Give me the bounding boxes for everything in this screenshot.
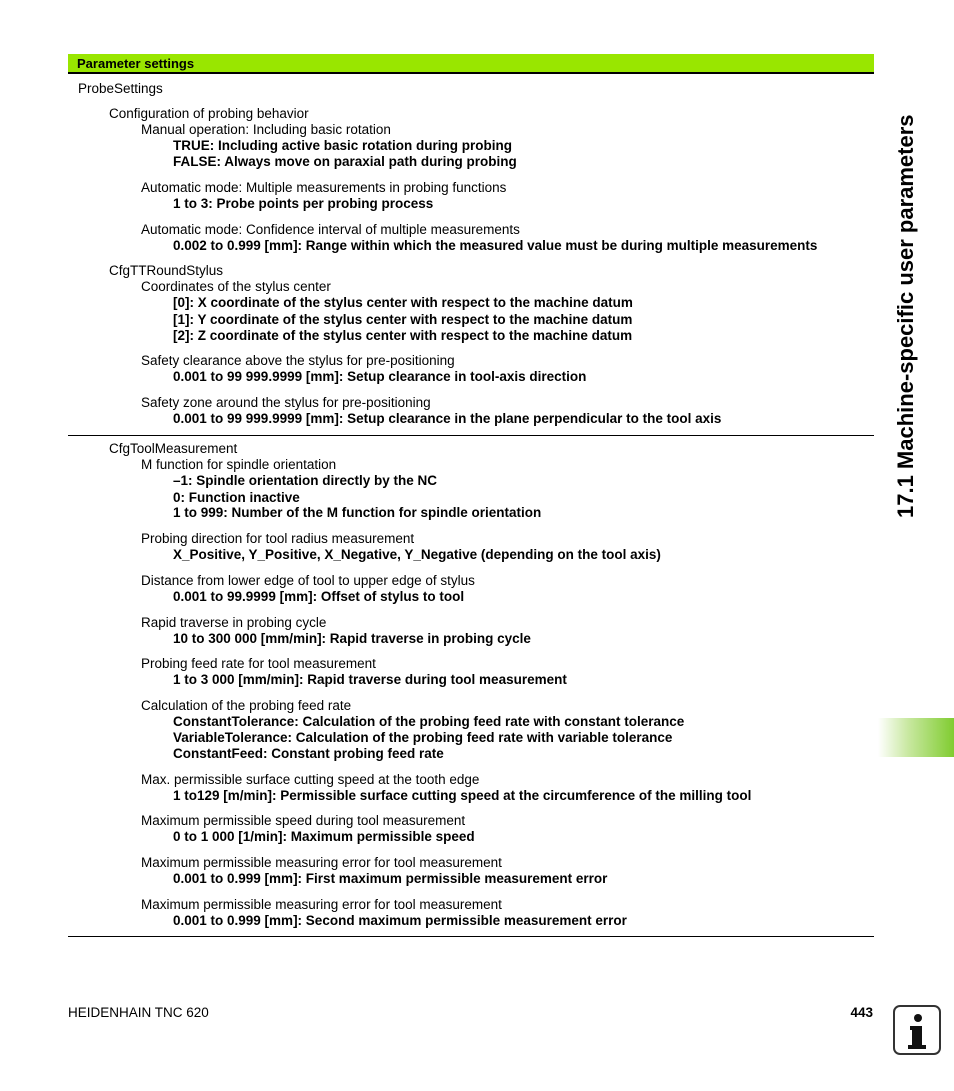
- divider: [68, 435, 874, 436]
- param-value: 1 to 999: Number of the M function for spindle orientation: [173, 505, 542, 520]
- param-label: Automatic mode: Multiple measurements in probing functions: [141, 180, 507, 195]
- info-icon: [893, 1005, 941, 1055]
- table-header: [68, 54, 874, 74]
- chapter-title: 17.1 Machine-specific user parameters: [893, 114, 918, 518]
- param-label: Automatic mode: Confidence interval of multiple measurements: [141, 222, 520, 237]
- section-probe-settings: ProbeSettings: [78, 81, 163, 96]
- param-value: FALSE: Always move on paraxial path during probing: [173, 154, 517, 169]
- param-label: Coordinates of the stylus center: [141, 279, 331, 294]
- param-value: ConstantFeed: Constant probing feed rate: [173, 746, 444, 761]
- param-value: 0.002 to 0.999 [mm]: Range within which the measured value must be during multiple measurements: [173, 238, 818, 253]
- header-title: Parameter settings: [77, 56, 195, 71]
- param-label: Calculation of the probing feed rate: [141, 698, 352, 713]
- param-value: 1 to129 [m/min]: Permissible surface cutting speed at the circumference of the milling tool: [173, 788, 752, 803]
- chapter-tab: [878, 718, 954, 757]
- param-label: Probing feed rate for tool measurement: [141, 656, 376, 671]
- param-value: VariableTolerance: Calculation of the probing feed rate with variable tolerance: [173, 730, 673, 745]
- param-value: 0.001 to 0.999 [mm]: Second maximum permissible measurement error: [173, 913, 627, 928]
- param-value: [2]: Z coordinate of the stylus center with respect to the machine datum: [173, 328, 633, 343]
- section-round-stylus: CfgTTRoundStylus: [109, 263, 224, 278]
- param-label: Maximum permissible measuring error for tool measurement: [141, 855, 502, 870]
- divider: [68, 936, 874, 937]
- param-value: TRUE: Including active basic rotation during probing: [173, 138, 513, 153]
- param-label: Maximum permissible measuring error for tool measurement: [141, 897, 502, 912]
- param-label: Maximum permissible speed during tool measurement: [141, 813, 466, 828]
- param-value: 1 to 3 000 [mm/min]: Rapid traverse during tool measurement: [173, 672, 567, 687]
- param-label: M function for spindle orientation: [141, 457, 337, 472]
- footer-product: HEIDENHAIN TNC 620: [68, 1005, 209, 1020]
- param-value: [0]: X coordinate of the stylus center with respect to the machine datum: [173, 295, 633, 310]
- param-label: Max. permissible surface cutting speed at the tooth edge: [141, 772, 480, 787]
- param-value: ConstantTolerance: Calculation of the probing feed rate with constant tolerance: [173, 714, 685, 729]
- param-label: Manual operation: Including basic rotation: [141, 122, 391, 137]
- param-label: Safety zone around the stylus for pre-positioning: [141, 395, 431, 410]
- param-value: 0.001 to 99 999.9999 [mm]: Setup clearance in the plane perpendicular to the tool axis: [173, 411, 722, 426]
- param-label: Probing direction for tool radius measurement: [141, 531, 415, 546]
- page-number: 443: [850, 1005, 873, 1020]
- param-value: 0 to 1 000 [1/min]: Maximum permissible speed: [173, 829, 475, 844]
- param-value: 0.001 to 99.9999 [mm]: Offset of stylus to tool: [173, 589, 465, 604]
- param-value: 0.001 to 99 999.9999 [mm]: Setup clearance in tool-axis direction: [173, 369, 587, 384]
- param-value: [1]: Y coordinate of the stylus center with respect to the machine datum: [173, 312, 633, 327]
- section-tool-measurement: CfgToolMeasurement: [109, 441, 238, 456]
- param-label: Safety clearance above the stylus for pre-positioning: [141, 353, 455, 368]
- param-label: Rapid traverse in probing cycle: [141, 615, 327, 630]
- param-value: 1 to 3: Probe points per probing process: [173, 196, 434, 211]
- param-group: Configuration of probing behavior: [109, 106, 309, 121]
- param-value: X_Positive, Y_Positive, X_Negative, Y_Negative (depending on the tool axis): [173, 547, 661, 562]
- param-label: Distance from lower edge of tool to upper edge of stylus: [141, 573, 475, 588]
- param-value: 10 to 300 000 [mm/min]: Rapid traverse in probing cycle: [173, 631, 531, 646]
- param-value: 0.001 to 0.999 [mm]: First maximum permissible measurement error: [173, 871, 608, 886]
- param-value: 0: Function inactive: [173, 490, 300, 505]
- param-value: –1: Spindle orientation directly by the NC: [173, 473, 438, 488]
